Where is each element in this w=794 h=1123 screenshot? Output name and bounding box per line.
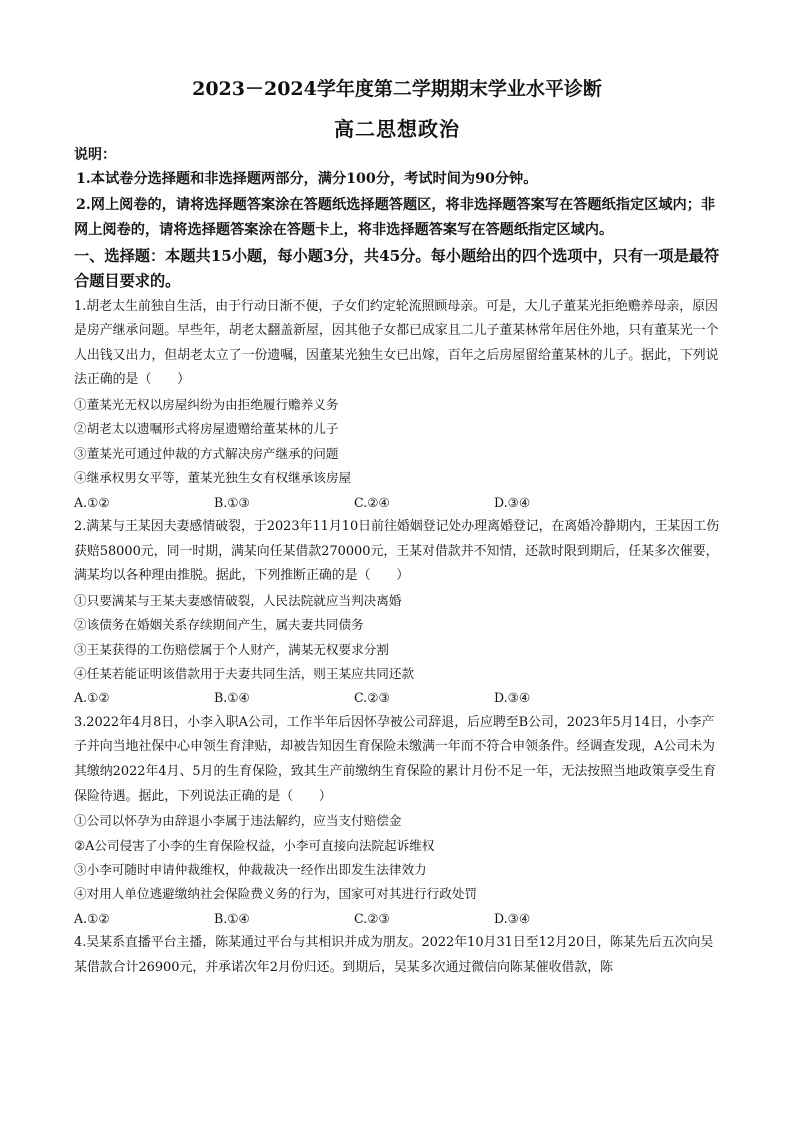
choice-a: A.①② [74,910,110,926]
statement-option: ④任某若能证明该借款用于夫妻共同生活，则王某应共同还款 [74,665,415,681]
question-3 [74,711,722,931]
note-item: 1.本试卷分选择题和非选择题两部分，满分100分，考试时间为90分钟。 [76,171,538,187]
statement-option: ①董某光无权以房屋纠纷为由拒绝履行赡养义务 [74,396,339,412]
note-item: 2.网上阅卷的，请将选择题答案涂在答题纸选择题答题区，将非选择题答案写在答题纸指定区域内；非网上阅卷的，请将选择题答案涂在答题卡上，将非选择题答案写在答题纸指定区域内。 [74,196,716,238]
choice-d: D.③④ [494,690,531,706]
choice-c: C.②④ [354,494,390,510]
choice-d: D.③④ [494,910,531,926]
statement-option: ③王某获得的工伤赔偿属于个人财产，满某无权要求分割 [74,641,389,657]
answer-choices [74,907,722,931]
question-stem: 2.满某与王某因夫妻感情破裂，于2023年11月10日前往婚姻登记处办理离婚登记，在离婚冷静期内，王某因工伤获赔58000元，同一时期，满某向任某借款270000元，王某对借款并不知情，还款时限到期后，任某多次催要，满某均以各种理由推脱。据此，下列推断正确的是（ ） [74,518,720,584]
statement-option: ③小李可随时申请仲裁维权，仲裁裁决一经作出即发生法律效力 [74,861,427,877]
statement-option: ①公司以怀孕为由辞退小李属于违法解约，应当支付赔偿金 [74,813,402,829]
question-4 [74,931,722,980]
statement-option: ②胡老太以遗嘱形式将房屋遗赠给董某林的儿子 [74,421,339,437]
choice-b: B.①④ [214,910,250,926]
question-1 [74,295,722,515]
question-stem: 4.吴某系直播平台主播，陈某通过平台与其相识并成为朋友。2022年10月31日至12月20日，陈某先后五次向吴某借款合计26900元，并承诺次年2月份归还。到期后，吴某多次通过微信向陈某催收借款，陈 [74,935,714,975]
subject-title: 高二思想政治 [334,117,460,141]
choice-d: D.③④ [494,494,531,510]
exam-content [74,143,722,980]
statement-option: ④对用人单位逃避缴纳社会保险费义务的行为，国家可对其进行行政处罚 [74,886,477,902]
statement-option: ②该债务在婚姻关系存续期间产生，属夫妻共同债务 [74,617,364,633]
statement-option: ④继承权男女平等，董某光独生女有权继承该房屋 [74,470,352,486]
exam-title: 2023－2024学年度第二学期期末学业水平诊断 [192,78,602,100]
question-stem: 1.胡老太生前独自生活，由于行动日渐不便，子女们约定轮流照顾母亲。可是，大儿子董某光拒绝赡养母亲，原因是房产继承问题。早些年，胡老太翻盖新屋，因其他子女都已成家且二儿子董某林常年居住外地，只有董某光一个人出钱又出力，但胡老太立了一份遗嘱，因董某光独生女已出嫁，百年之后房屋留给董某林的儿子。据此，下列说法正确的是（ ） [74,298,719,388]
notes-heading: 说明： [74,147,116,163]
choice-b: B.①④ [214,690,250,706]
question-stem: 3.2022年4月8日，小李入职A公司，工作半年后因怀孕被公司辞退，后应聘至B公司，2023年5月14日，小李产子并向当地社保中心申领生育津贴，却被告知因生育保险未缴满一年而不符合申领条件。经调查发现，A公司未为其缴纳2022年4月、5月的生育保险，致其生产前缴纳生育保险的累计月份不足一年，无法按照当地政策享受生育保险待遇。据此，下列说法正确的是（ ） [74,714,717,804]
question-2 [74,515,722,711]
statement-option: ③董某光可通过仲裁的方式解决房产继承的问题 [74,445,339,461]
answer-choices [74,686,722,710]
choice-c: C.②③ [354,690,390,706]
statement-option: ①只要满某与王某夫妻感情破裂，人民法院就应当判决离婚 [74,592,402,608]
choice-a: A.①② [74,494,110,510]
statement-option: ②A公司侵害了小李的生育保险权益，小李可直接向法院起诉维权 [74,837,435,853]
choice-b: B.①③ [214,494,250,510]
answer-choices [74,491,722,515]
section-heading: 一、选择题：本题共15小题，每小题3分，共45分。每小题给出的四个选项中，只有一项是最符合题目要求的。 [74,246,720,290]
choice-c: C.②③ [354,910,390,926]
choice-a: A.①② [74,690,110,706]
